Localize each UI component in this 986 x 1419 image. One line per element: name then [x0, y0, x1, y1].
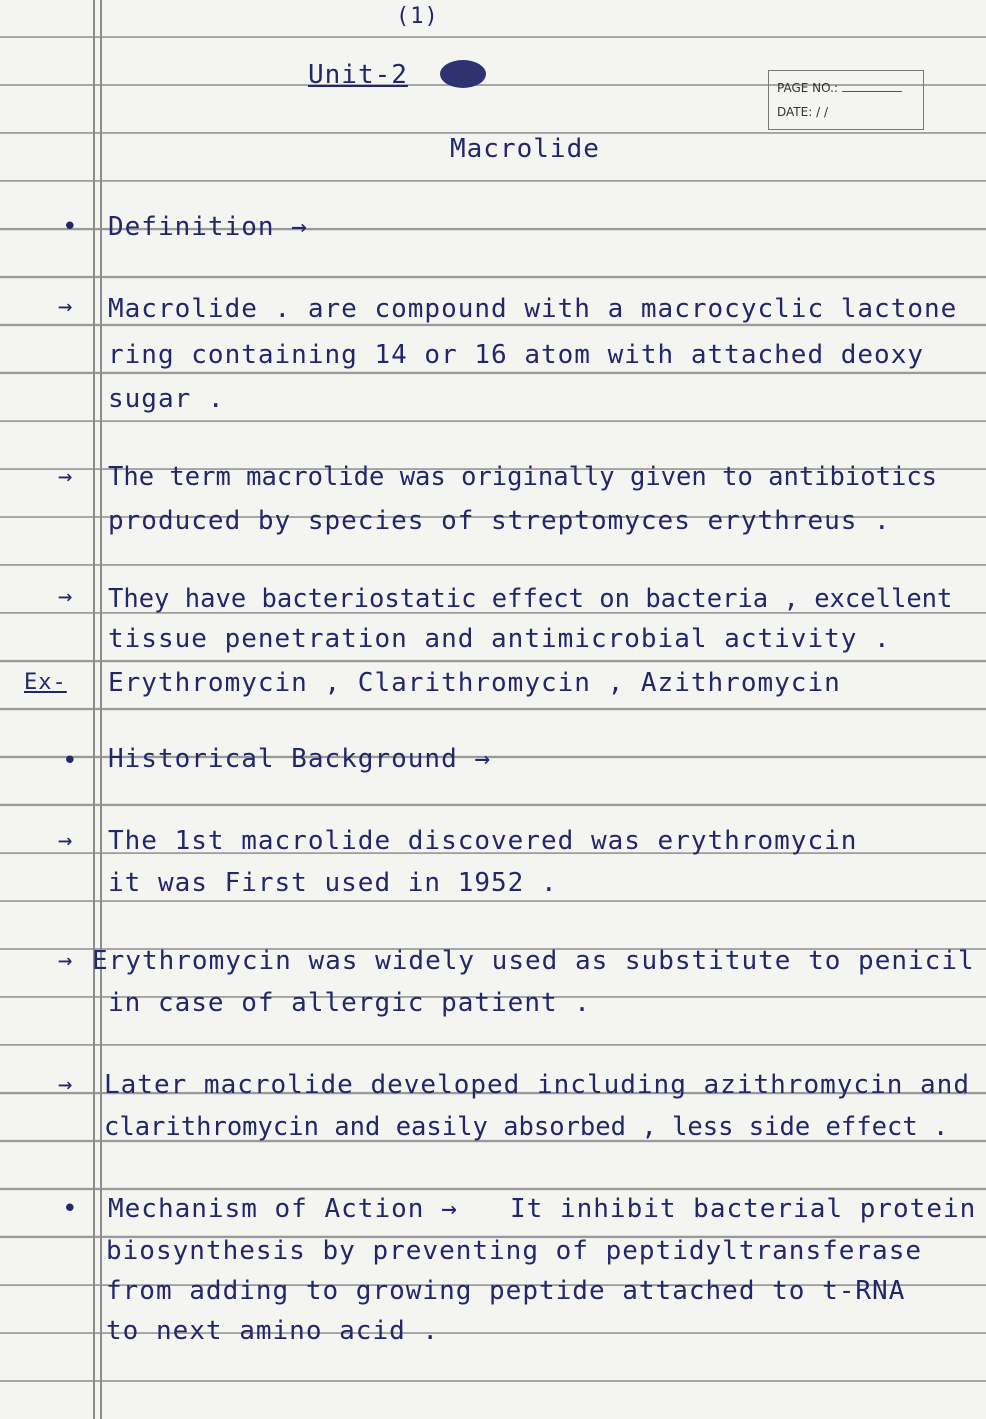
date-label: DATE:	[777, 105, 813, 119]
example-label: Ex-	[24, 670, 67, 695]
arrow-icon: →	[58, 826, 73, 854]
point-line: Later macrolide developed including azithromycin and	[104, 1070, 970, 1100]
point-line: They have bacteriostatic effect on bacteria , excellent	[108, 584, 953, 614]
history-heading: Historical Background →	[108, 744, 492, 774]
mechanism-line: biosynthesis by preventing of peptidyltransferase	[106, 1236, 923, 1266]
arrow-icon: →	[58, 582, 73, 610]
arrow-icon: →	[58, 1070, 73, 1098]
point-line: The term macrolide was originally given to antibiotics	[108, 462, 938, 492]
point-line: Macrolide . are compound with a macrocyclic lactone	[108, 294, 958, 324]
bullet-icon: •	[62, 1194, 78, 1224]
date-value: / /	[816, 105, 828, 119]
mechanism-line: to next amino acid .	[106, 1316, 440, 1346]
bullet-icon: •	[62, 746, 78, 776]
point-line: it was First used in 1952 .	[108, 868, 558, 898]
page-number: (1)	[396, 4, 439, 29]
mechanism-line: from adding to growing peptide attached to t-RNA	[106, 1276, 906, 1306]
point-line: sugar .	[108, 384, 225, 414]
scribble-mark	[440, 60, 486, 88]
point-line: ring containing 14 or 16 atom with attached deoxy	[108, 340, 925, 370]
margin-line	[100, 0, 102, 1419]
arrow-icon: →	[58, 292, 73, 320]
bullet-icon: •	[62, 212, 78, 242]
definition-heading: Definition →	[108, 212, 308, 242]
arrow-icon: →	[58, 462, 73, 490]
point-line: in case of allergic patient .	[108, 988, 591, 1018]
point-line: The 1st macrolide discovered was erythromycin	[108, 826, 858, 856]
mechanism-line: It inhibit bacterial protein	[510, 1194, 977, 1224]
example-text: Erythromycin , Clarithromycin , Azithromycin	[108, 668, 841, 698]
point-line: Erythromycin was widely used as substitute to penicil	[92, 946, 975, 976]
arrow-icon: →	[58, 946, 73, 974]
page-title: Macrolide	[450, 134, 600, 164]
margin-line	[93, 0, 95, 1419]
mechanism-heading: Mechanism of Action →	[108, 1194, 458, 1224]
point-line: produced by species of streptomyces erythreus .	[108, 506, 891, 536]
page-box	[768, 70, 924, 130]
page-no-label: PAGE NO.:	[777, 81, 838, 95]
point-line: clarithromycin and easily absorbed , less side effect .	[104, 1112, 949, 1142]
point-line: tissue penetration and antimicrobial activity .	[108, 624, 891, 654]
unit-heading: Unit-2	[308, 60, 408, 90]
